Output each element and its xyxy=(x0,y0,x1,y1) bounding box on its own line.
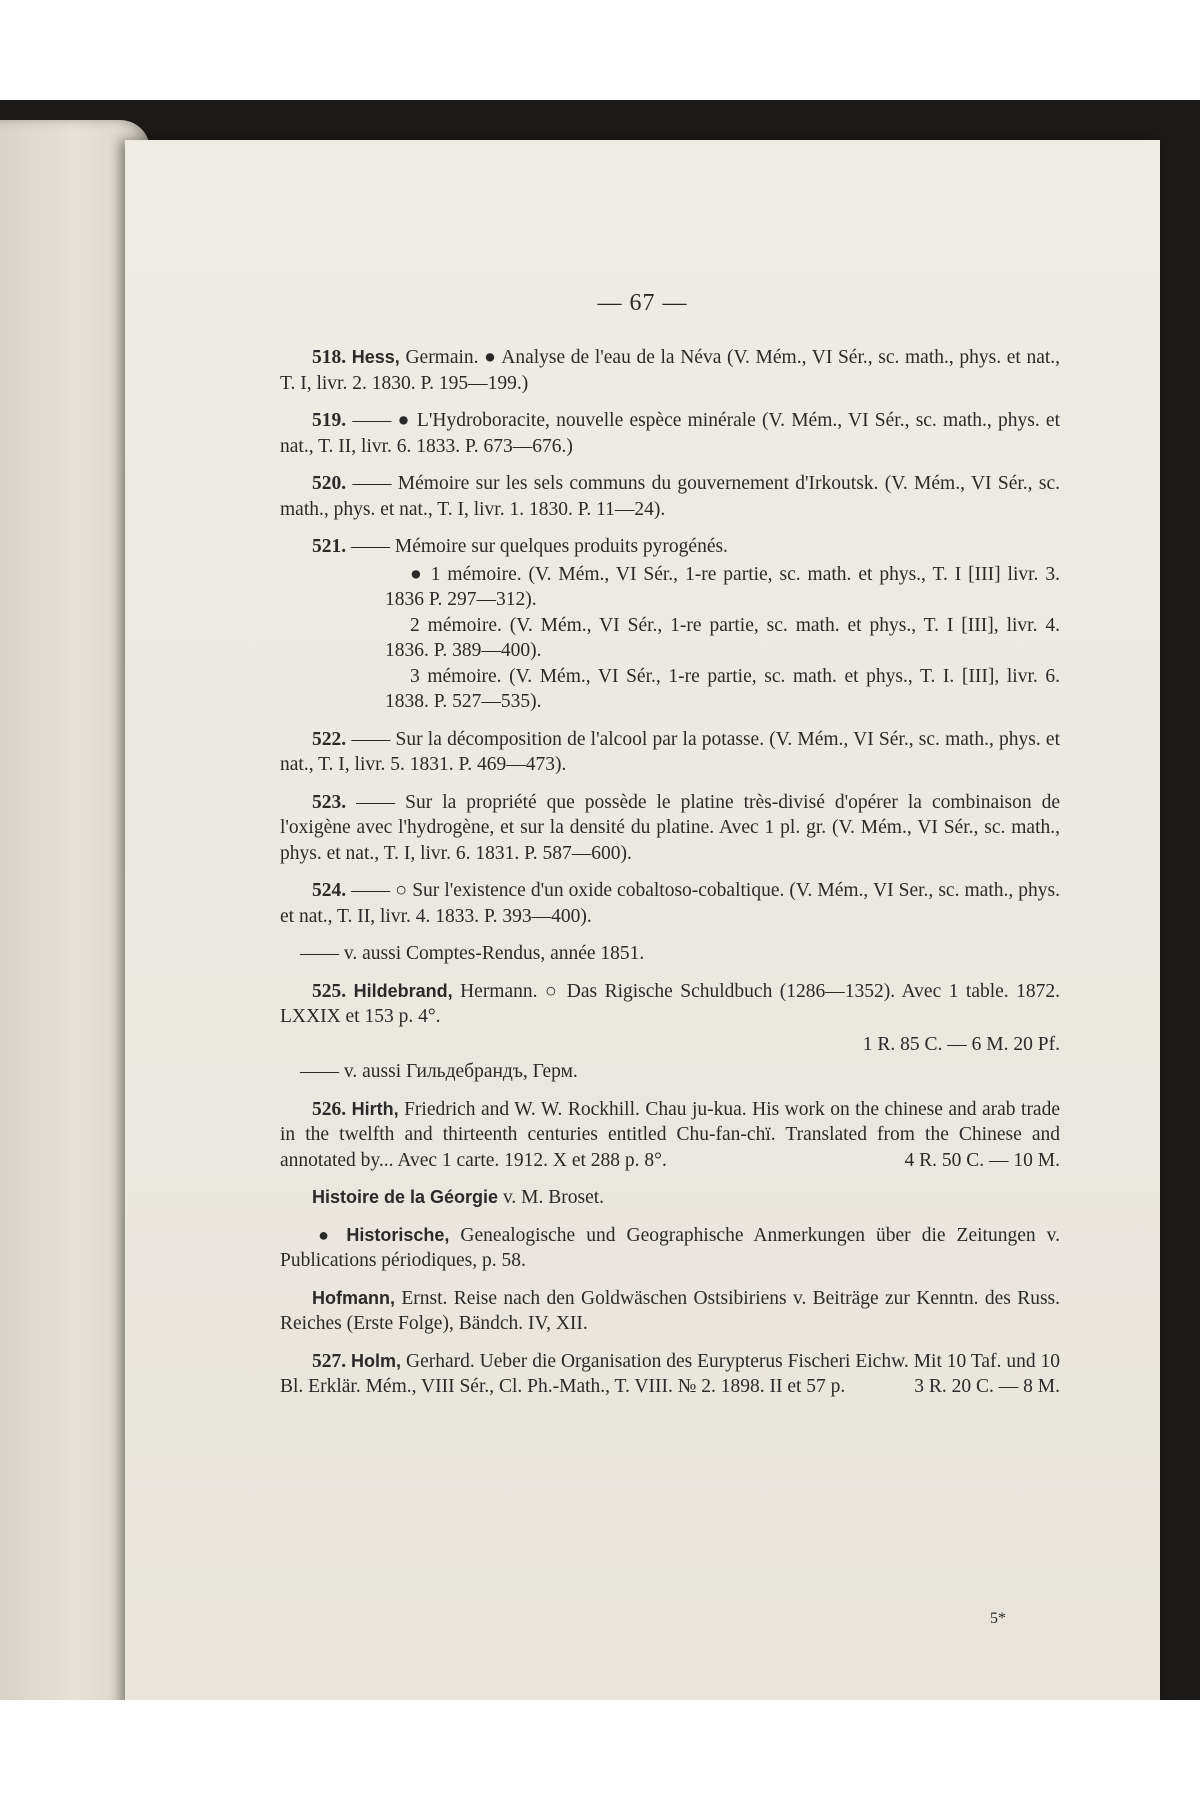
entry-519 xyxy=(280,408,1060,459)
entry-number: 521. xyxy=(312,536,347,557)
entry-text: Ernst. Reise nach den Goldwäschen Ostsibiriens v. Beiträge zur Kenntn. des Russ. Reiches (Erste Folge), Bändch. IV, XII. xyxy=(280,1287,1060,1334)
document-page xyxy=(125,140,1160,1700)
entry-number: 522. xyxy=(312,728,347,750)
entry-text: —— Mémoire sur quelques produits pyrogénés. xyxy=(351,536,728,557)
entry-text: —— Sur la propriété que possède le platine très-divisé d'opérer la combinaison de l'oxigène avec l'hydrogène, et sur la densité du platine. Avec 1 pl. gr. (V. Mém., VI Sér., sc. math., phys. et nat., T. I, livr. 6. 1831. P. 587—600). xyxy=(280,791,1061,864)
memoir-item: 2 mémoire. (V. Mém., VI Sér., 1-re partie, sc. math. et phys., T. I [III], livr. 4. 1836. P. 389—400). xyxy=(385,614,1060,661)
entry-518 xyxy=(280,345,1060,396)
photo-background xyxy=(0,100,1200,1700)
entry-text: Germain. ● Analyse de l'eau de la Néva (V. Mém., VI Sér., sc. math., phys. et nat., T. I, livr. 2. 1830. P. 195—199.) xyxy=(280,347,1061,394)
entry-histoire-georgie xyxy=(280,1185,1060,1211)
entry-523 xyxy=(280,790,1060,867)
entry-521-memoirs xyxy=(280,562,1060,715)
entry-number: 519. xyxy=(312,410,347,431)
entry-price: 3 R. 20 C. — 8 M. xyxy=(914,1376,1060,1397)
entry-text: —— ● L'Hydroboracite, nouvelle espèce minérale (V. Mém., VI Sér., sc. math., phys. et nat., T. II, livr. 6. 1833. P. 673—676.) xyxy=(280,410,1061,457)
entry-521 xyxy=(280,534,1060,560)
entry-525 xyxy=(280,979,1060,1030)
entry-number: 520. xyxy=(312,473,347,494)
entry-text: Hermann. ○ Das Rigische Schuldbuch (1286—1352). Avec 1 table. 1872. LXXIX et 153 p. 4°. xyxy=(280,980,1061,1027)
entry-price: 4 R. 50 C. — 10 M. xyxy=(904,1149,1060,1171)
entry-author: Hildebrand, xyxy=(353,980,453,1001)
signature-mark: 5* xyxy=(990,1610,1006,1627)
see-also-gildebrand: —— v. aussi Гильдебрандъ, Герм. xyxy=(300,1061,578,1082)
entry-522 xyxy=(280,727,1060,778)
entry-text: Gerhard. Ueber die Organisation des Eurypterus Fischeri Eichw. Mit 10 Taf. und 10 Bl. Erklär. Mém., VIII Sér., Cl. Ph.-Math., T. VIII. № 2. 1898. II et 57 p. xyxy=(280,1350,1061,1397)
entry-number: 526. xyxy=(312,1098,347,1120)
entry-text: —— Mémoire sur les sels communs du gouvernement d'Irkoutsk. (V. Mém., VI Sér., sc. math., phys. et nat., T. I, livr. 1. 1830. P. 11—24). xyxy=(280,473,1060,520)
entry-author: ● Historische, xyxy=(312,1224,450,1245)
entry-author: Hirth, xyxy=(351,1098,399,1119)
memoir-item: ● 1 mémoire. (V. Mém., VI Sér., 1-re partie, sc. math. et phys., T. I [III] livr. 3. 1836 P. 297—312). xyxy=(385,563,1060,610)
entry-520 xyxy=(280,471,1060,522)
entry-526 xyxy=(280,1097,1060,1174)
entry-number: 525. xyxy=(312,980,347,1002)
entry-text: Genealogische und Geographische Anmerkungen über die Zeitungen v. Publications périodiques, p. 58. xyxy=(280,1224,1060,1271)
entry-number: 527. xyxy=(312,1350,347,1372)
entry-text: —— Sur la décomposition de l'alcool par la potasse. (V. Mém., VI Sér., sc. math., phys. et nat., T. I, livr. 5. 1831. P. 469—473). xyxy=(280,728,1061,775)
entry-number: 518. xyxy=(312,347,347,368)
page-number: — 67 — xyxy=(597,290,688,316)
entry-527 xyxy=(280,1349,1060,1400)
see-also-comptes-rendus: —— v. aussi Comptes-Rendus, année 1851. xyxy=(300,943,645,964)
memoir-item: 3 mémoire. (V. Mém., VI Sér., 1-re partie, sc. math. et phys., T. I. [III], livr. 6. 1838. P. 527—535). xyxy=(385,665,1060,712)
entry-author: Holm, xyxy=(351,1350,402,1371)
entry-text: Friedrich and W. W. Rockhill. Chau ju-kua. His work on the chinese and arab trade in the twelfth and thirteenth centuries entitled Chu-fan-chï. Translated from the Chinese and annotated by... Avec 1 carte. 1912. X et 288 p. 8°. xyxy=(280,1098,1060,1171)
entry-price: 1 R. 85 C. — 6 M. 20 Pf. xyxy=(862,1033,1060,1055)
entry-text: —— ○ Sur l'existence d'un oxide cobaltoso-cobaltique. (V. Mém., VI Ser., sc. math., phys. et nat., T. II, livr. 4. 1833. P. 393—400). xyxy=(280,880,1061,927)
entry-number: 523. xyxy=(312,791,347,813)
entry-author: Hofmann, xyxy=(312,1287,395,1308)
entry-number: 524. xyxy=(312,880,347,901)
entry-author: Histoire de la Géorgie xyxy=(312,1187,499,1207)
entry-text: v. M. Broset. xyxy=(502,1187,605,1208)
entry-historische xyxy=(280,1223,1060,1274)
entry-524 xyxy=(280,878,1060,929)
catalogue-content xyxy=(280,345,1060,1412)
entry-author: Hess, xyxy=(351,347,400,367)
entry-hofmann xyxy=(280,1286,1060,1337)
